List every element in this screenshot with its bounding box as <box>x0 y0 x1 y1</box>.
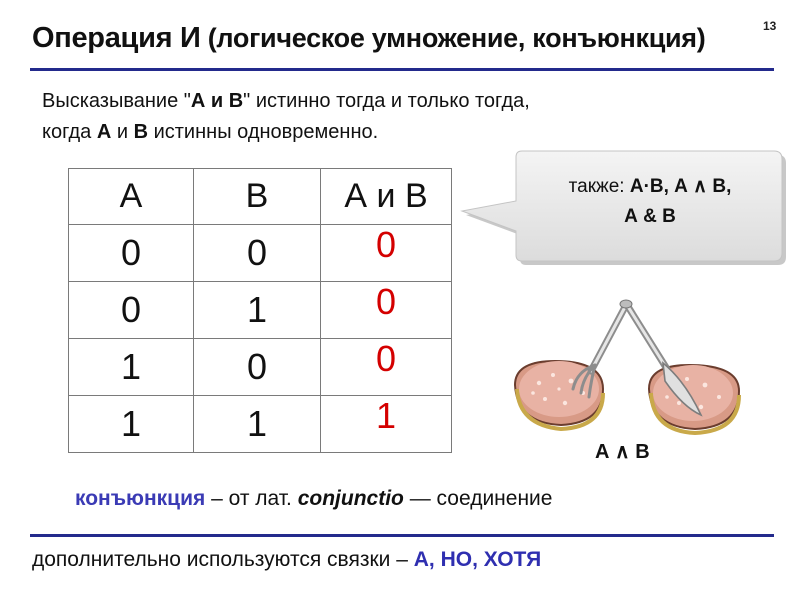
table-row <box>69 396 452 453</box>
table-header-cell: А <box>69 169 194 225</box>
table-cell: 1 <box>69 339 194 396</box>
table-cell: 0 <box>194 225 321 282</box>
statement-text: истинны одновременно. <box>148 121 379 143</box>
table-header-row <box>69 169 452 225</box>
table-header-cell: В <box>194 169 321 225</box>
statement-bold: В <box>133 121 149 143</box>
etymology-text: — соединение <box>403 487 553 510</box>
illustration-caption: А ∧ В <box>595 441 650 463</box>
title-main: Операция И <box>32 22 201 54</box>
callout-notation: А·В, А ∧ В, <box>629 176 732 197</box>
statement-text: Высказывание " <box>42 90 191 112</box>
table-result-cell <box>321 282 452 339</box>
additional-connectives <box>32 548 541 572</box>
truth-table <box>68 168 452 453</box>
connectives-words: А, НО, ХОТЯ <box>413 548 542 571</box>
page-title <box>32 22 705 55</box>
table-cell: 0 <box>69 282 194 339</box>
result-value: 0 <box>375 281 397 322</box>
table-cell: 1 <box>69 396 194 453</box>
fork-knife-sausage-illustration <box>505 285 770 445</box>
result-value: 0 <box>375 338 397 379</box>
statement-text: и <box>111 121 134 143</box>
callout-text <box>528 172 772 232</box>
statement-line-1 <box>42 90 530 113</box>
table-result-cell <box>321 396 452 453</box>
table-cell: 0 <box>194 339 321 396</box>
title-paren: (логическое умножение, конъюнкция) <box>200 23 706 53</box>
statement-line-2 <box>42 121 378 144</box>
statement-text: когда <box>42 121 97 143</box>
connectives-text: дополнительно используются связки – <box>32 548 414 571</box>
slide-number: 13 <box>763 19 777 33</box>
statement-bold: А <box>96 121 112 143</box>
table-cell: 0 <box>69 225 194 282</box>
etymology-latin: conjunctio <box>297 487 404 510</box>
table-cell: 1 <box>194 282 321 339</box>
title-divider <box>30 68 774 71</box>
sausage-slice-right-icon <box>649 365 739 433</box>
footer-divider <box>30 534 774 537</box>
statement-bold: А и В <box>190 90 244 112</box>
table-header-cell: А и В <box>321 169 452 225</box>
table-row <box>69 225 452 282</box>
result-value: 0 <box>375 224 397 265</box>
result-value: 1 <box>375 395 397 436</box>
table-cell: 1 <box>194 396 321 453</box>
table-result-cell <box>321 339 452 396</box>
callout-label: также: <box>568 176 630 197</box>
etymology-note <box>75 487 552 511</box>
etymology-text: – от лат. <box>205 487 298 510</box>
table-row <box>69 282 452 339</box>
table-row <box>69 339 452 396</box>
statement-text: " истинно тогда и только тогда, <box>243 90 530 112</box>
callout-notation: А & B <box>624 206 676 227</box>
table-result-cell <box>321 225 452 282</box>
etymology-term: конъюнкция <box>75 487 206 510</box>
